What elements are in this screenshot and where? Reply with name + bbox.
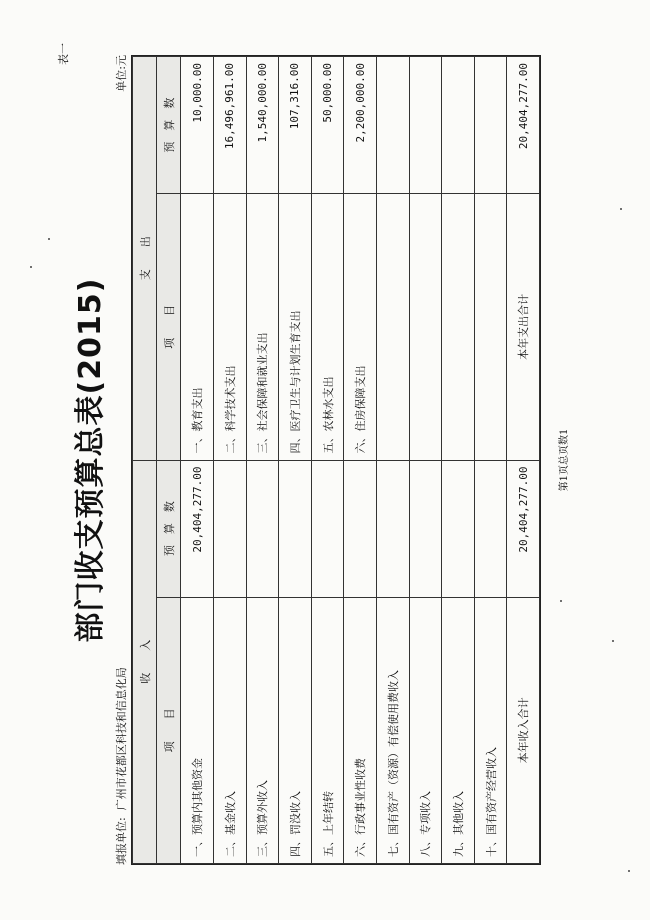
income-item-cell: 四、罚没收入 (279, 597, 312, 863)
budget-table (131, 55, 541, 865)
income-value-cell (376, 460, 409, 597)
income-value-cell (213, 460, 246, 597)
expense-value-cell (442, 57, 475, 194)
filler-label: 填报单位: (115, 817, 128, 865)
table-row (213, 57, 246, 864)
expense-item-cell: 六、住房保障支出 (344, 194, 377, 460)
income-value-cell: 20,404,277.00 (181, 460, 214, 597)
expense-item-header: 项 目 (157, 194, 181, 460)
expense-value-cell: 2,200,000.00 (344, 57, 377, 194)
income-item-cell: 三、预算外收入 (246, 597, 279, 863)
scan-speck (620, 208, 622, 210)
expense-total-label: 本年支出合计 (507, 194, 540, 460)
expense-item-cell: 一、教育支出 (181, 194, 214, 460)
table-row (474, 57, 507, 864)
income-value-cell (311, 460, 344, 597)
income-item-cell: 六、行政事业性收费 (344, 597, 377, 863)
expense-item-cell: 三、社会保障和就业支出 (246, 194, 279, 460)
table-row (344, 57, 377, 864)
header-group-row (133, 57, 157, 864)
income-item-cell: 二、基金收入 (213, 597, 246, 863)
page-title: 部门收支预算总表(2015) (73, 277, 108, 643)
income-total-label: 本年收入合计 (507, 597, 540, 863)
expense-item-cell (376, 194, 409, 460)
filler-unit (113, 667, 129, 865)
expense-budget-header: 预 算 数 (157, 57, 181, 194)
income-item-cell: 一、预算内其他资金 (181, 597, 214, 863)
expense-value-cell: 50,000.00 (311, 57, 344, 194)
income-value-cell (474, 460, 507, 597)
totals-row (507, 57, 540, 864)
table-number: 表一 (57, 43, 70, 65)
expense-total-value: 20,404,277.00 (507, 57, 540, 194)
expense-header: 支 出 (133, 57, 157, 461)
page-footer: 第1页总页数1 (559, 428, 570, 492)
scan-speck (612, 640, 614, 642)
table-row (409, 57, 442, 864)
scan-speck (48, 238, 50, 240)
income-item-cell: 八、专项收入 (409, 597, 442, 863)
expense-value-cell: 10,000.00 (181, 57, 214, 194)
rotated-document (57, 43, 585, 865)
expense-value-cell (474, 57, 507, 194)
table-row (376, 57, 409, 864)
income-item-cell: 九、其他收入 (442, 597, 475, 863)
expense-value-cell (376, 57, 409, 194)
table-row (246, 57, 279, 864)
expense-value-cell: 1,540,000.00 (246, 57, 279, 194)
income-value-cell (279, 460, 312, 597)
income-item-cell: 五、上年结转 (311, 597, 344, 863)
expense-value-cell: 107,316.00 (279, 57, 312, 194)
income-total-value: 20,404,277.00 (507, 460, 540, 597)
income-item-cell: 七、国有资产（资源）有偿使用费收入 (376, 597, 409, 863)
income-value-cell (246, 460, 279, 597)
expense-item-cell (442, 194, 475, 460)
income-value-cell (344, 460, 377, 597)
header-sub-row (157, 57, 181, 864)
income-item-header: 项 目 (157, 597, 181, 863)
expense-item-cell: 四、医疗卫生与计划生育支出 (279, 194, 312, 460)
unit-line (113, 55, 129, 865)
table-row (181, 57, 214, 864)
expense-value-cell: 16,496,961.00 (213, 57, 246, 194)
scan-speck (30, 266, 32, 268)
income-budget-header: 预 算 数 (157, 460, 181, 597)
scan-speck (628, 870, 630, 872)
income-value-cell (442, 460, 475, 597)
income-value-cell (409, 460, 442, 597)
expense-item-cell: 二、科学技术支出 (213, 194, 246, 460)
expense-item-cell: 五、农林水支出 (311, 194, 344, 460)
currency-unit: 单位:元 (115, 55, 128, 92)
table-row (311, 57, 344, 864)
expense-item-cell (409, 194, 442, 460)
income-header: 收 入 (133, 460, 157, 863)
expense-item-cell (474, 194, 507, 460)
expense-value-cell (409, 57, 442, 194)
filler-value: 广州市花都区科技和信息化局 (115, 667, 128, 811)
scan-speck (560, 600, 562, 602)
table-row (442, 57, 475, 864)
table-row (279, 57, 312, 864)
income-item-cell: 十、国有资产经营收入 (474, 597, 507, 863)
